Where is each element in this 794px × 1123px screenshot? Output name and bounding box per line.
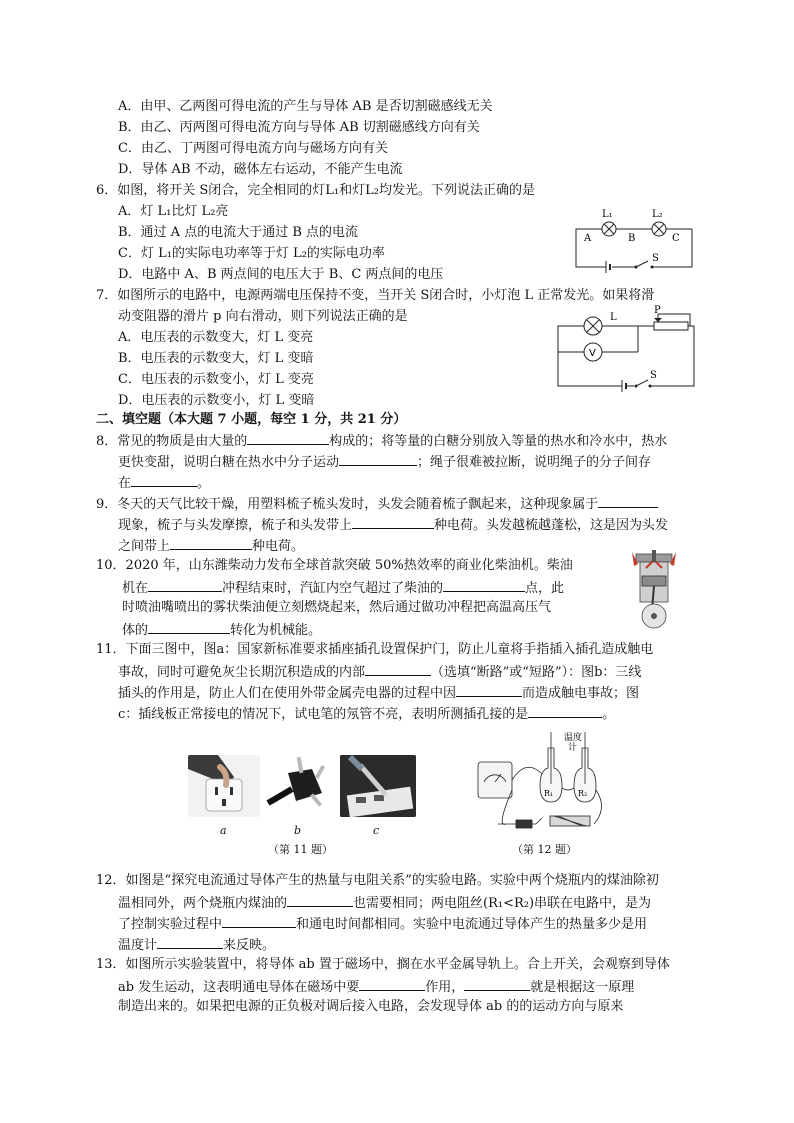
- q11-blank-3[interactable]: [528, 704, 602, 718]
- q8-text-3a: 在: [118, 476, 132, 491]
- q8-blank-3[interactable]: [131, 473, 197, 487]
- q6-fig-b: B: [628, 233, 636, 244]
- q10-line4: [122, 620, 321, 640]
- q10-line1: 10．2020 年，山东潍柴动力发布全球首款突破 50%热效率的商业化柴油机。柴油: [96, 558, 573, 573]
- q11-text-3a: 插头的作用是，防止人们在使用外带金属壳电器的过程中因: [118, 686, 457, 701]
- q12-line2: [118, 893, 651, 913]
- q7-fig-s: S: [650, 370, 657, 381]
- q8-text-2b: ；绳子很难被拉断，说明绳子的分子间存: [417, 455, 652, 470]
- q9-blank-1[interactable]: [598, 494, 658, 508]
- q13-blank-2[interactable]: [464, 977, 530, 991]
- q9-blank-3[interactable]: [170, 536, 252, 550]
- q12-figure-caption: （第 12 题）: [512, 843, 577, 856]
- q7-stem-line2: 动变阻器的滑片 p 向右滑动，则下列说法正确的是: [118, 309, 408, 324]
- q6-option-a: A．灯 L₁比灯 L₂亮: [118, 204, 229, 219]
- q10-text-2b: 冲程结束时，汽缸内空气超过了柴油的: [222, 581, 444, 596]
- q9-text-3a: 之间带上: [118, 539, 171, 554]
- q12-text-2a: 温相同外，两个烧瓶内煤油的: [118, 896, 288, 911]
- q13-line1: 13．如图所示实验装置中，将导体 ab 置于磁场中，搁在水平金属导轨上。合上开关，会观察到导体: [96, 957, 670, 972]
- q5-option-a: A．由甲、乙两图可得电流的产生与导体 AB 是否切割磁感线无关: [118, 99, 493, 114]
- q10-blank-2[interactable]: [443, 578, 525, 592]
- figure-c-test-pen-photo: [340, 755, 416, 817]
- q12-text-4b: 来反映。: [223, 938, 276, 953]
- q10-text-4a: 体的: [122, 623, 149, 638]
- q10-text-4b: 转化为机械能。: [230, 623, 322, 638]
- q6-circuit-diagram: [570, 205, 710, 280]
- q12-blank-1[interactable]: [287, 893, 353, 907]
- q11-line4: [118, 704, 615, 724]
- q5-option-b: B．由乙、丙两图可得电流方向与导体 AB 切割磁感线方向有关: [118, 120, 480, 135]
- q7-option-c: C．电压表的示数变小，灯 L 变亮: [118, 372, 314, 387]
- q6-option-b: B．通过 A 点的电流大于通过 B 点的电流: [118, 225, 359, 240]
- q8-line1: [96, 431, 667, 451]
- figure-c-label: c: [373, 824, 380, 837]
- q9-blank-2[interactable]: [352, 515, 434, 529]
- q10-blank-1[interactable]: [148, 578, 222, 592]
- q11-text-2a: 事故，同时可避免灰尘长期沉积造成的内部: [118, 665, 366, 680]
- q12-thermometer-label: 温度: [564, 733, 583, 743]
- q13-line2: [118, 977, 634, 997]
- figure-b-plug-photo: [262, 755, 338, 817]
- q7-option-b: B．电压表的示数变大，灯 L 变暗: [118, 351, 314, 366]
- q12-line1: 12．如图是“探究电流通过导体产生的热量与电阻关系”的实验电路。实验中两个烧瓶内的煤油除初: [96, 873, 659, 888]
- q12-r1-label: R₁: [544, 789, 554, 798]
- q13-text-2a: ab 发生运动，这表明通电导体在磁场中要: [118, 980, 360, 995]
- q11-line3: [118, 683, 639, 703]
- q8-blank-2[interactable]: [339, 452, 417, 466]
- q6-fig-l1: L₁: [602, 209, 613, 220]
- q8-text-1b: 构成的；将等量的白糖分别放入等量的热水和冷水中，热水: [329, 434, 668, 449]
- q10-text-2c: 点，此: [525, 581, 565, 596]
- q6-option-d: D．电路中 A、B 两点间的电压大于 B、C 两点间的电压: [118, 267, 444, 282]
- q12-r2-label: R₂: [578, 789, 588, 798]
- q7-circuit-diagram: [550, 305, 700, 390]
- q8-blank-1[interactable]: [247, 431, 329, 445]
- q12-blank-2[interactable]: [222, 914, 296, 928]
- q8-text-2a: 更快变甜，说明白糖在热水中分子运动: [118, 455, 340, 470]
- section2-heading: 二、填空题（本大题 7 小题，每空 1 分，共 21 分）: [96, 412, 407, 427]
- figure-a-socket-photo: [188, 755, 260, 817]
- q12-text-4a: 温度计: [118, 938, 158, 953]
- q6-stem: 6．如图，将开关 S闭合，完全相同的灯L₁和灯L₂均发光。下列说法正确的是: [96, 183, 535, 198]
- q9-text-2a: 现象，梳子与头发摩擦，梳子和头发带上: [118, 518, 353, 533]
- q10-line3: 时喷油嘴喷出的雾状柴油便立刻燃烧起来，然后通过做功冲程把高温高压气: [122, 600, 552, 615]
- q6-fig-s: S: [652, 253, 659, 264]
- q12-line4: [118, 935, 275, 955]
- q9-line3: [118, 536, 304, 556]
- q12-text-3a: 了控制实验过程中: [118, 917, 223, 932]
- q9-text-1a: 9．冬天的天气比较干燥，用塑料梳子梳头发时，头发会随着梳子飘起来，这种现象属于: [96, 497, 599, 512]
- q9-line1: [96, 494, 658, 514]
- q10-blank-3[interactable]: [148, 620, 230, 634]
- q7-option-a: A．电压表的示数变大，灯 L 变亮: [118, 330, 314, 345]
- q13-blank-1[interactable]: [359, 977, 425, 991]
- q10-line2: [122, 578, 564, 598]
- q9-text-2b: 种电荷。头发越梳越蓬松，这是因为头发: [434, 518, 669, 533]
- q11-line1: 11．下面三图中，图a：国家新标准要求插座插孔设置保护门，防止儿童将手指插入插孔造成触电: [96, 642, 654, 657]
- q13-text-2b: 作用，: [425, 980, 465, 995]
- figure-a-label: a: [220, 824, 227, 837]
- q6-option-c: C．灯 L₁的实际电功率等于灯 L₂的实际电功率: [118, 246, 385, 261]
- q7-option-d: D．电压表的示数变小，灯 L 变暗: [118, 393, 315, 408]
- q11-blank-2[interactable]: [456, 683, 522, 697]
- q12-blank-3[interactable]: [157, 935, 223, 949]
- q9-line2: [118, 515, 668, 535]
- q12-thermometer-label-2: 计: [568, 743, 578, 753]
- q6-fig-c: C: [672, 233, 680, 244]
- q7-stem-line1: 7．如图所示的电路中，电源两端电压保持不变，当开关 S闭合时，小灯泡 L 正常发光。如果将滑: [96, 288, 655, 303]
- q12-text-3b: 和通电时间都相同。实验中电流通过导体产生的热量多少是用: [296, 917, 648, 932]
- q13-line3: 制造出来的。如果把电源的正负极对调后接入电路，会发现导体 ab 的的运动方向与原来: [118, 999, 624, 1014]
- q11-blank-1[interactable]: [365, 662, 431, 676]
- q12-apparatus-figure: [476, 728, 616, 838]
- q7-fig-v: V: [589, 348, 596, 359]
- q9-text-3b: 种电荷。: [252, 539, 305, 554]
- q11-text-3b: 而造成触电事故；图: [522, 686, 640, 701]
- q8-line3: [118, 473, 210, 493]
- q5-option-d: D．导体 AB 不动，磁体左右运动，不能产生电流: [118, 162, 403, 177]
- q8-text-1a: 8．常见的物质是由大量的: [96, 434, 248, 449]
- q6-fig-l2: L₂: [652, 209, 663, 220]
- figure-b-label: b: [294, 824, 302, 837]
- q11-line2: [118, 662, 641, 682]
- q5-option-c: C．由乙、丁两图可得电流方向与磁场方向有关: [118, 141, 388, 156]
- q11-text-4a: c：插线板正常接电的情况下，试电笔的氖管不亮，表明所测插孔接的是: [118, 707, 529, 722]
- q10-text-2a: 机在: [122, 581, 149, 596]
- q10-diesel-engine-figure: [628, 548, 680, 633]
- q11-figure-caption: （第 11 题）: [268, 843, 333, 856]
- q6-fig-a: A: [584, 233, 592, 244]
- q13-text-2c: 就是根据这一原理: [530, 980, 635, 995]
- q8-text-3b: 。: [197, 476, 211, 491]
- q11-text-2b: （选填“断路”或“短路”）：图b：三线: [431, 665, 642, 680]
- q7-fig-l: L: [610, 312, 617, 323]
- q11-text-4b: 。: [602, 707, 616, 722]
- q8-line2: [118, 452, 651, 472]
- q12-line3: [118, 914, 647, 934]
- q7-fig-p: P: [654, 305, 661, 316]
- q12-text-2b: 也需要相同；两电阻丝(R₁<R₂)串联在电路中，是为: [353, 896, 652, 911]
